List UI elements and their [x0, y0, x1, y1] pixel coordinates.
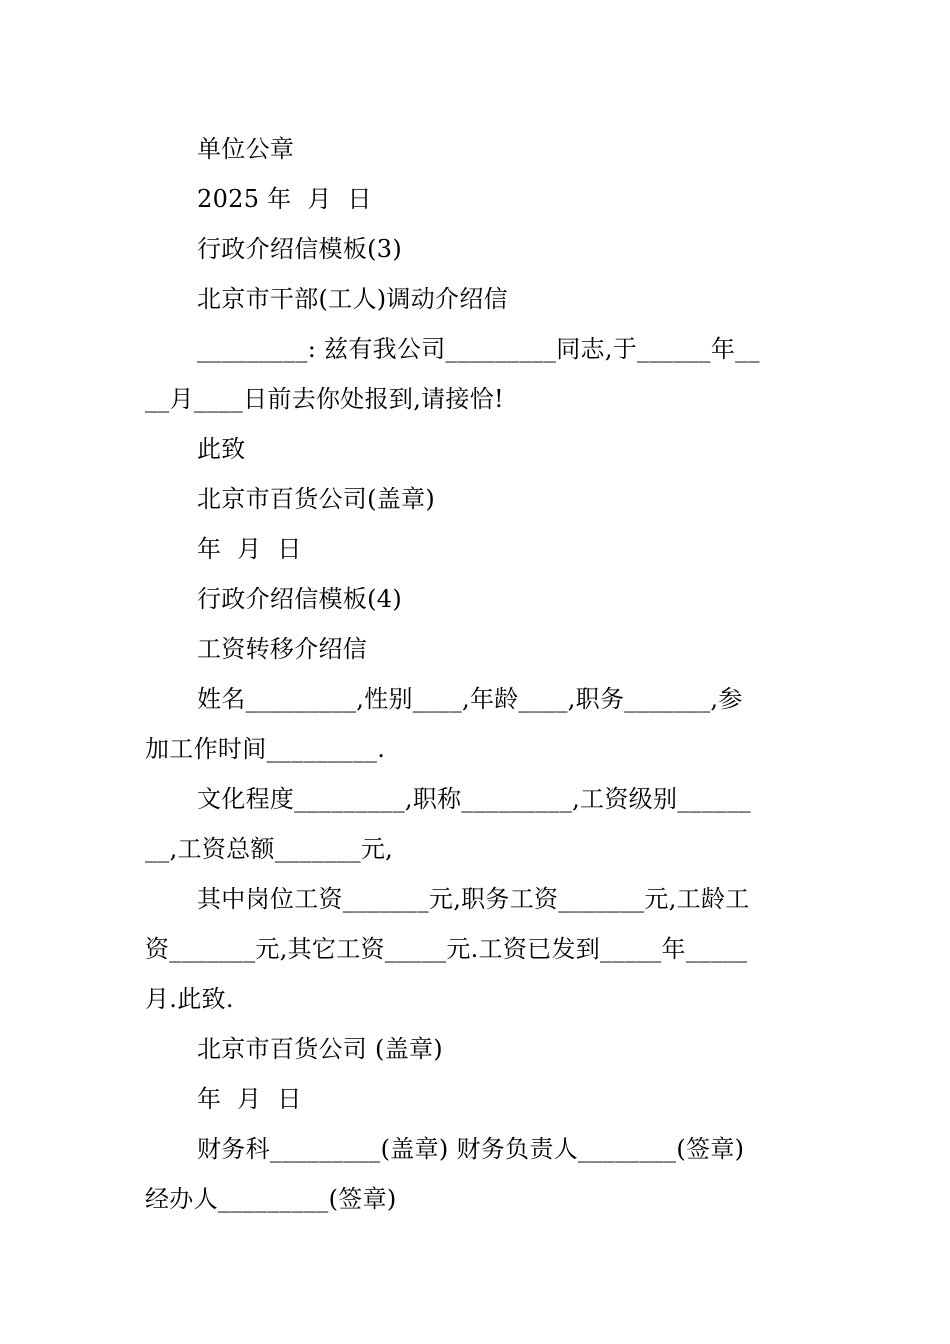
letter-title-salary: 工资转移介绍信	[197, 635, 368, 663]
letter-body-line: 加工作时间_________.	[145, 735, 386, 763]
letter-body-line: 资_______元,其它工资_____元.工资已发到_____年_____	[145, 935, 748, 963]
letter-body-line: 月.此致.	[145, 985, 234, 1013]
letter-body-line: __月____日前去你处报到,请接恰!	[145, 385, 504, 413]
letter-body-line: __,工资总额_______元,	[145, 835, 394, 863]
document-page	[145, 124, 810, 1224]
letter-body-line: 文化程度_________,职称_________,工资级别______	[197, 785, 752, 813]
template-heading-4: 行政介绍信模板(4)	[197, 585, 402, 613]
salutation: 此致	[197, 435, 246, 463]
letter-title-transfer: 北京市干部(工人)调动介绍信	[197, 285, 508, 313]
seal-label: 单位公章	[197, 135, 295, 163]
letter-body-line: _________: 兹有我公司_________同志,于______年__	[197, 335, 760, 363]
date-line: 年 月 日	[197, 535, 302, 563]
signature-line: 经办人_________(签章)	[145, 1185, 397, 1213]
date-line: 年 月 日	[197, 1085, 302, 1113]
date-line: 2025 年 月 日	[197, 185, 372, 213]
letter-body-line: 其中岗位工资_______元,职务工资_______元,工龄工	[197, 885, 750, 913]
company-signature: 北京市百货公司 (盖章)	[197, 1035, 443, 1063]
letter-body-line: 姓名_________,性别____,年龄____,职务_______,参	[197, 685, 743, 713]
signature-line: 财务科_________(盖章) 财务负责人________(签章)	[197, 1135, 745, 1163]
company-signature: 北京市百货公司(盖章)	[197, 485, 436, 513]
template-heading-3: 行政介绍信模板(3)	[197, 235, 402, 263]
